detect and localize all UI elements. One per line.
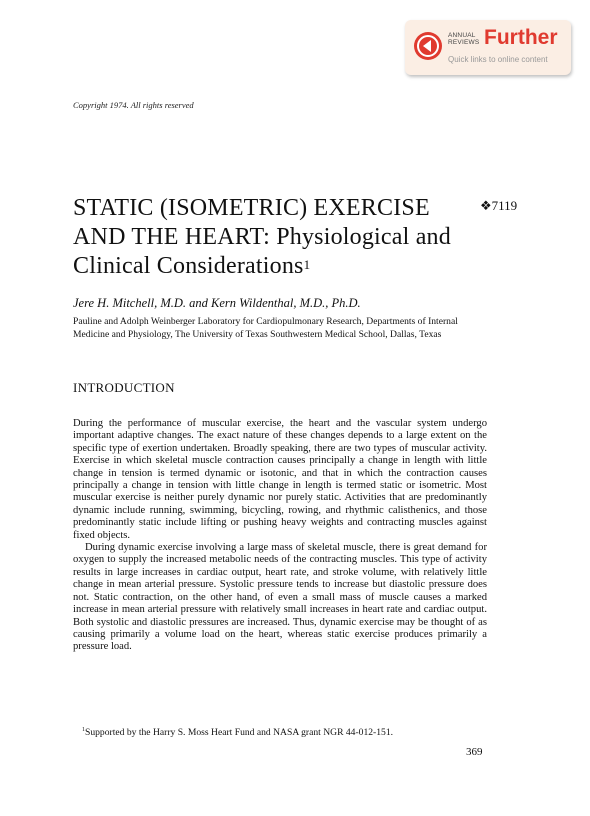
page-number: 369 (466, 746, 483, 758)
footnote-text: Supported by the Harry S. Moss Heart Fund and NASA grant NGR 44-012-151. (85, 727, 394, 739)
title-line-1: STATIC (ISOMETRIC) EXERCISE (73, 195, 430, 221)
quick-links-label[interactable]: Quick links to online content (448, 55, 548, 64)
annual-reviews-logo-text: ANNUAL REVIEWS (448, 32, 480, 46)
title-line-2: AND THE HEART: Physiological and (73, 224, 451, 250)
article-body (73, 418, 487, 654)
footnote-mark: 1 (82, 727, 85, 733)
paragraph: During dynamic exercise involving a large mass of skeletal muscle, there is great demand for oxygen to supply the increased metabolic needs of the contracting muscles. This type of activity results in large increases in cardiac output, heart rate, and stroke volume, with relatively little change in mean arterial pressure. Systolic pressure tends to increase but diastolic pressure does not. Static contraction, on the other hand, of even a small mass of muscle causes a marked increase in mean arterial pressure with relatively small increases in heart rate and cardiac output. Both systolic and diastolic pressures are increased. Thus, dynamic exercise may be thought of as causing primarily a volume load on the heart, whereas static exercise produces primarily a pressure load. (73, 542, 487, 653)
paragraph: During the performance of muscular exercise, the heart and the vascular system undergo important adaptive changes. The exact nature of these changes depends to a large extent on the specific type of exertion undertaken. Broadly speaking, there are two types of muscular activity. Exercise in which skeletal muscle contraction causes principally a change in length with little change in tension is termed dynamic or isotonic, and that in which the contraction causes principally a change in tension with little change in length is termed static or isometric. Most muscular exercise is neither purely dynamic nor purely static. Activities that are predominantly dynamic include running, swimming, bicycling, rowing, and rhythmic calisthenics, and those predominantly static include lifting or pushing heavy weights and contracting muscles against fixed objects. (73, 418, 487, 541)
affiliation: Pauline and Adolph Weinberger Laboratory for Cardiopulmonary Research, Departments of Internal Medicine and Physiology, The University of Texas Southwestern Medical School, Dallas, Texas (73, 316, 458, 341)
section-heading: INTRODUCTION (73, 380, 175, 395)
title-footnote-mark: 1 (303, 257, 311, 272)
article-title (73, 194, 473, 281)
annual-reviews-further-badge[interactable] (405, 20, 571, 75)
authors: Jere H. Mitchell, M.D. and Kern Wildenthal, M.D., Ph.D. (73, 296, 361, 310)
article-code: ❖7119 (480, 198, 518, 213)
play-back-icon (414, 32, 442, 60)
title-line-3: Clinical Considerations$^1$ (73, 253, 311, 279)
footnote (82, 727, 393, 738)
copyright-notice: Copyright 1974. All rights reserved (73, 100, 194, 110)
further-label: Further (484, 26, 558, 49)
